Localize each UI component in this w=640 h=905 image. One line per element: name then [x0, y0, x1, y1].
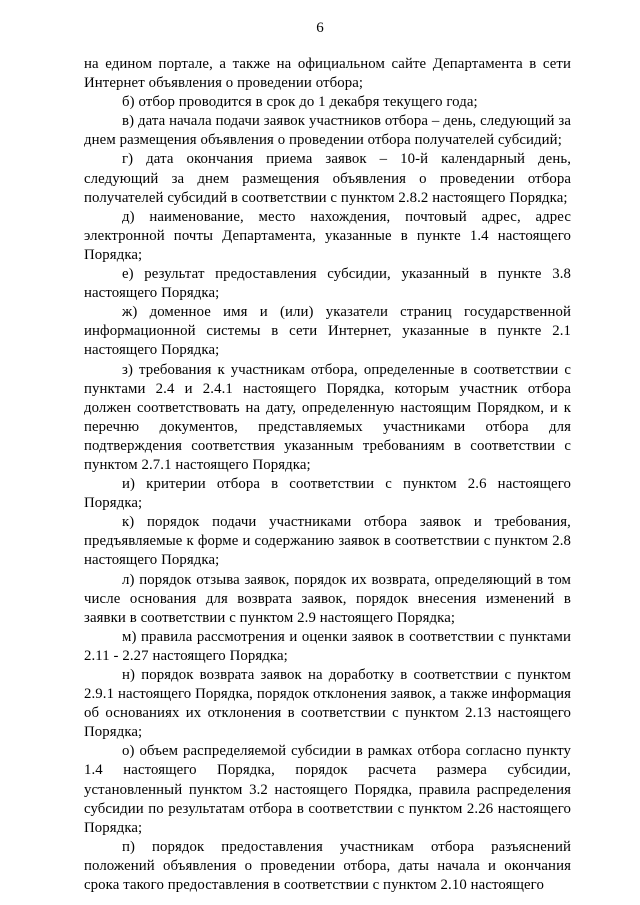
paragraph: б) отбор проводится в срок до 1 декабря текущего года;: [122, 94, 478, 111]
paragraph: в) дата начала подачи заявок участников отбора – день, следующий за днем размещения объявления о проведении отбора получателей субсидий;: [84, 113, 571, 149]
paragraph: м) правила рассмотрения и оценки заявок в соответствии с пунктами 2.11 - 2.27 настоящего Порядка;: [84, 628, 571, 664]
paragraph: п) порядок предоставления участникам отбора разъяснений положений объявления о проведении отбора, даты начала и окончания срока такого предоставления в соответствии с пунктом 2.10 настоящего: [84, 838, 571, 894]
paragraph: к) порядок подачи участниками отбора заявок и требования, предъявляемые к форме и содержанию заявок в соответствии с пунктом 2.8 настоящего Порядка;: [84, 514, 571, 569]
paragraph: з) требования к участникам отбора, определенные в соответствии с пунктами 2.4 и 2.4.1 настоящего Порядка, которым участник отбора должен соответствовать на дату, определенную настоящим Порядком, и к перечню документов, представляемых участниками отбора для подтверждения соответствия указанным требованиям в соответствии с пунктом 2.7.1 настоящего Порядка;: [84, 361, 571, 473]
document-body: [84, 55, 571, 895]
paragraph: е) результат предоставления субсидии, указанный в пункте 3.8 настоящего Порядка;: [84, 266, 571, 302]
paragraph: ж) доменное имя и (или) указатели страниц государственной информационной системы в сети Интернет, указанные в пункте 2.1 настоящего Порядка;: [84, 304, 571, 359]
page-number: 6: [316, 20, 324, 36]
paragraph: н) порядок возврата заявок на доработку в соответствии с пунктом 2.9.1 настоящего Порядка, порядок отклонения заявок, а также информация об основаниях их отклонения в соответствии с пунктом 2.13 настоящего Порядка;: [84, 667, 571, 741]
paragraph: д) наименование, место нахождения, почтовый адрес, адрес электронной почты Департамента, указанные в пункте 1.4 настоящего Порядка;: [84, 208, 571, 263]
paragraph: г) дата окончания приема заявок – 10-й календарный день, следующий за днем размещения объявления о проведении отбора получателей субсидий в соответствии с пунктом 2.8.2 настоящего Порядка;: [84, 151, 571, 206]
paragraph: о) объем распределяемой субсидии в рамках отбора согласно пункту 1.4 настоящего Порядка, порядок расчета размера субсидии, установленный пунктом 3.2 настоящего Порядка, правила распределения субсидии по результатам отбора в соответствии с пунктом 2.26 настоящего Порядка;: [84, 743, 571, 836]
paragraph: на едином портале, а также на официальном сайте Департамента в сети Интернет объявления о проведении отбора;: [84, 56, 571, 92]
paragraph: и) критерии отбора в соответствии с пунктом 2.6 настоящего Порядка;: [84, 476, 571, 512]
paragraph: л) порядок отзыва заявок, порядок их возврата, определяющий в том числе основания для возврата заявок, порядок внесения изменений в заявки в соответствии с пунктом 2.9 настоящего Порядка;: [84, 571, 571, 626]
